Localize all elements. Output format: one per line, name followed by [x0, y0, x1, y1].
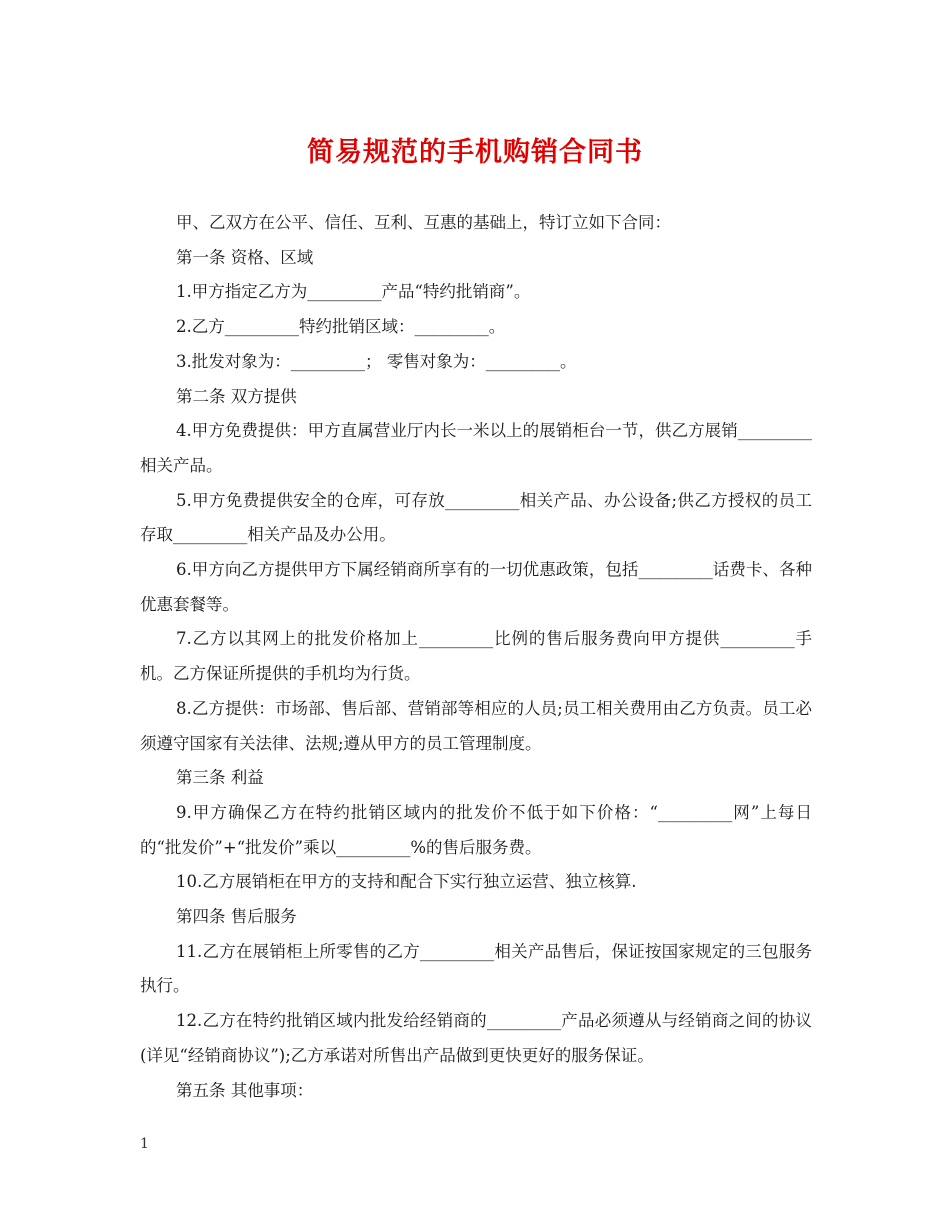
clause-5: 5.甲方免费提供安全的仓库，可存放_________相关产品、办公设备;供乙方授权的员工存取_________相关产品及办公用。 — [140, 490, 812, 545]
clause-1: 1.甲方指定乙方为_________产品“特约批销商”。 — [176, 282, 531, 302]
clause-2: 2.乙方_________特约批销区域：_________。 — [176, 317, 506, 337]
section-heading-3: 第三条 利益 — [176, 768, 264, 788]
clause-3: 3.批发对象为：_________； 零售对象为：_________。 — [176, 351, 577, 371]
document-title: 简易规范的手机购销合同书 — [307, 137, 643, 168]
section-heading-1: 第一条 资格、区域 — [176, 247, 314, 267]
page-number: 1 — [140, 1136, 149, 1152]
clause-8: 8.乙方提供：市场部、售后部、营销部等相应的人员;员工相关费用由乙方负责。员工必须遵守国家有关法律、法规;遵从甲方的员工管理制度。 — [140, 698, 812, 753]
section-heading-2: 第二条 双方提供 — [176, 386, 297, 406]
clause-7: 7.乙方以其网上的批发价格加上_________比例的售后服务费向甲方提供_________手机。乙方保证所提供的手机均为行货。 — [140, 629, 812, 684]
section-heading-5: 第五条 其他事项： — [176, 1080, 314, 1100]
paragraph-preamble: 甲、乙双方在公平、信任、互利、互惠的基础上，特订立如下合同： — [176, 213, 671, 232]
clause-10: 10.乙方展销柜在甲方的支持和配合下实行独立运营、独立核算. — [176, 872, 637, 892]
section-heading-4: 第四条 售后服务 — [176, 907, 297, 927]
clause-11: 11.乙方在展销柜上所零售的乙方_________相关产品售后，保证按国家规定的三包服务执行。 — [140, 941, 812, 996]
document-body — [140, 206, 812, 1108]
clause-9: 9.甲方确保乙方在特约批销区域内的批发价不低于如下价格：“_________网”上每日的“批发价”+“批发价”乘以_________%的售后服务费。 — [140, 802, 812, 857]
clause-4: 4.甲方免费提供：甲方直属营业厅内长一米以上的展销柜台一节，供乙方展销_________相关产品。 — [140, 421, 812, 475]
clause-6: 6.甲方向乙方提供甲方下属经销商所享有的一切优惠政策，包括_________话费卡、各种优惠套餐等。 — [140, 560, 812, 614]
clause-12: 12.乙方在特约批销区域内批发给经销商的_________产品必须遵从与经销商之间的协议(详见“经销商协议”);乙方承诺对所售出产品做到更快更好的服务保证。 — [140, 1011, 812, 1065]
